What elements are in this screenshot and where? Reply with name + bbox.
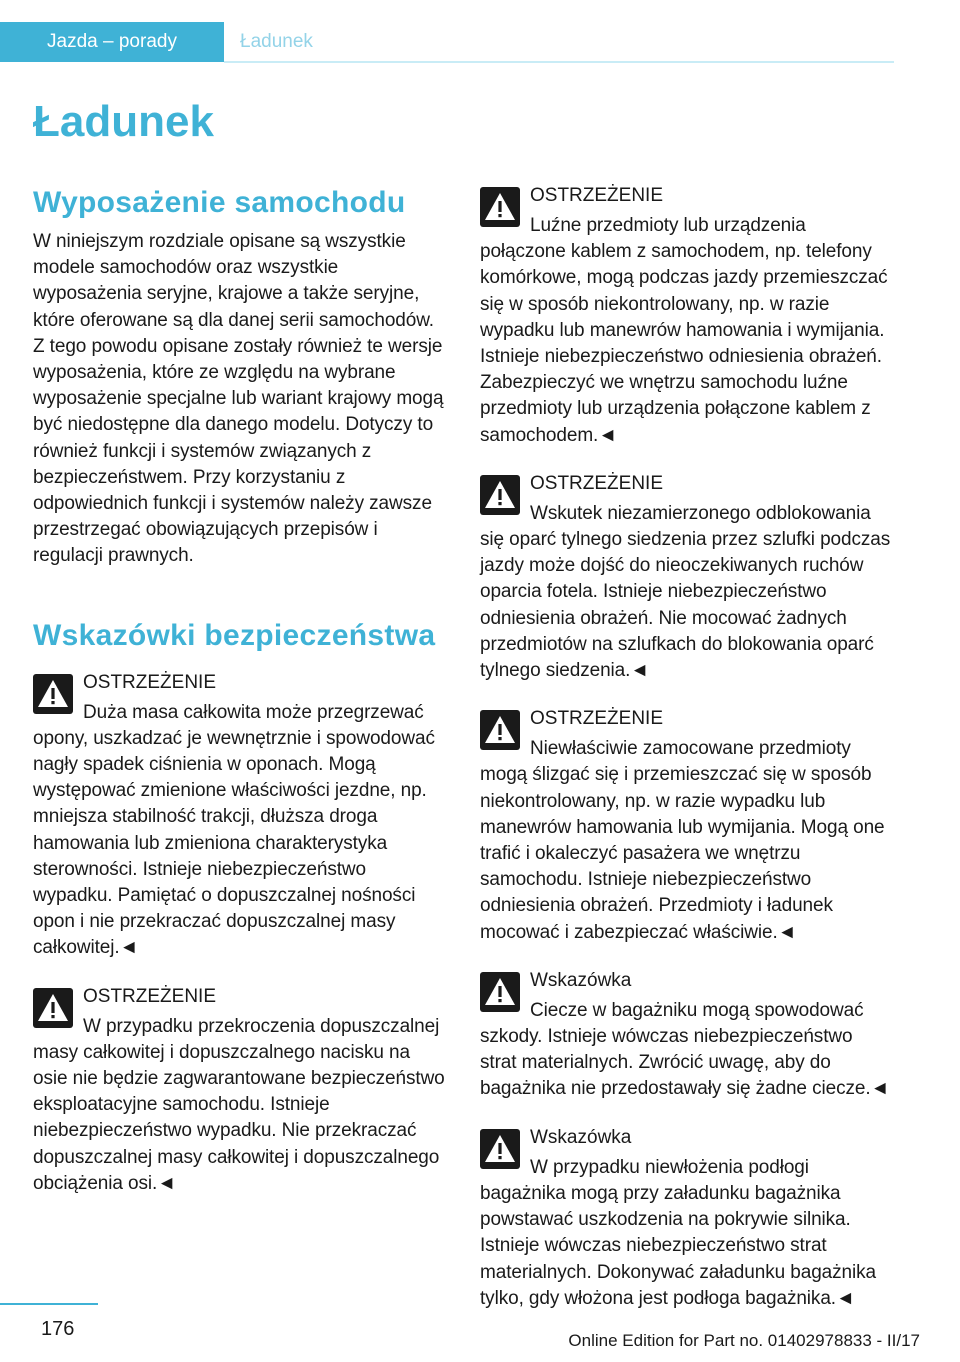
heading-equipment: Wyposażenie samochodu	[33, 186, 406, 219]
page-number: 176	[41, 1318, 75, 1340]
right-column	[480, 183, 894, 1312]
header-subsection-label: Ładunek	[240, 31, 313, 52]
note-text: Niewłaściwie zamocowane przedmioty mogą ślizgać się i przemieszczać się w sposób niekontrolowany, np. w razie wypadku lub manewrów hamowania lub wymijania. Mogą one trafić i okaleczyć pasażera we wnętrzu samochodu. Istnieje niebezpieczeństwo odniesienia obrażeń. Przedmioty i ładunek mocować i zabezpieczać właściwie.◄	[480, 738, 885, 943]
note-title: OSTRZEŻENIE	[83, 671, 217, 693]
intro-paragraph: W niniejszym rozdziale opisane są wszystkie modele samochodów oraz wszystkie wyposażenia seryjne, krajowe a także seryjne, które oferowane są dla danej serii samochodów. Z tego powodu opisane zostały również te wersje wyposażenia, które ze względu na wybrane wyposażenie specjalne lub wariant krajowy mogą być niedostępne dla danego modelu. Dotyczy to również funkcji i systemów związanych z bezpieczeństwem. Przy korzystaniu z odpowiednich funkcji i systemów należy zawsze przestrzegać obowiązujących przepisów i regulacji prawnych.	[33, 231, 444, 567]
note-title: OSTRZEŻENIE	[83, 985, 217, 1007]
note-title: Wskazówka	[530, 969, 632, 991]
header-section-tab[interactable]	[0, 22, 224, 62]
warning-note	[480, 706, 894, 946]
edition-note: Online Edition for Part no. 01402978833 - II/17	[568, 1331, 920, 1350]
warning-note	[33, 670, 449, 962]
left-column	[33, 183, 449, 1197]
note-text: W przypadku przekroczenia dopuszczalnej masy całkowitej i dopuszczalnego nacisku na osie nie będzie zagwarantowane bezpieczeństwo eksploatacyjne samochodu. Istnieje niebezpieczeństwo wypadku. Nie przekraczać dopuszczalnej masy całkowitej i dopuszczalnego obciążenia osi.◄	[33, 1015, 445, 1194]
header-rule	[224, 61, 894, 63]
note-title: OSTRZEŻENIE	[530, 472, 664, 494]
note-text: Ciecze w bagażniku mogą spowodować szkody. Istnieje wówczas niebezpieczeństwo strat materialnych. Zwrócić uwagę, aby do bagażnika nie przedostawały się żadne ciecze.◄	[480, 999, 890, 1100]
note-text: W przypadku niewłożenia podłogi bagażnika mogą przy załadunku bagażnika powstawać uszkodzenia na pokrywie silnika. Istnieje wówczas niebezpieczeństwo strat materialnych. Dokonywać załadunku bagażnika tylko, gdy włożona jest podłoga bagażnika.◄	[480, 1156, 876, 1309]
note-text: Duża masa całkowita może przegrzewać opony, uszkadzać je wewnętrznie i spowodować nagły spadek ciśnienia w oponach. Mogą występować zmienione właściwości jezdne, np. mniejsza stabilność trakcji, dłuższa droga hamowania lub zmieniona charakterystyka sterowności. Istnieje niebezpieczeństwo wypadku. Pamiętać o dopuszczalnej nośności opon i nie przekraczać dopuszczalnej masy całkowitej.◄	[33, 701, 435, 959]
running-header	[0, 22, 894, 62]
warning-note	[480, 183, 894, 449]
page-title: Ładunek	[33, 97, 214, 146]
warning-note	[33, 984, 449, 1197]
note-title: Wskazówka	[530, 1126, 632, 1148]
note-title: OSTRZEŻENIE	[530, 185, 664, 206]
note-title: OSTRZEŻENIE	[530, 708, 664, 730]
hint-note	[480, 1125, 894, 1312]
header-section-label: Jazda – porady	[47, 31, 177, 52]
note-text: Luźne przedmioty lub urządzenia połączone kablem z samochodem, np. telefony komórkowe, mogą podczas jazdy przemieszczać się w sposób niekontrolowany, np. w razie wypadku lub manewrów hamowania i wymijania. Istnieje niebezpieczeństwo odniesienia obrażeń. Zabezpieczyć we wnętrzu samochodu luźne przedmioty lub urządzenia połączone kablem z samochodem.◄	[480, 215, 888, 446]
header-subsection-tab[interactable]	[240, 22, 313, 62]
footer-rule	[0, 1303, 98, 1305]
hint-note	[480, 968, 894, 1103]
heading-safety: Wskazówki bezpieczeństwa	[33, 618, 436, 652]
warning-note	[480, 471, 894, 684]
note-text: Wskutek niezamierzonego odblokowania się oparć tylnego siedzenia przez szlufki podczas jazdy może dojść do nieoczekiwanych ruchów oparcia fotela. Istnieje niebezpieczeństwo odniesienia obrażeń. Nie mocować żadnych przedmiotów na szlufkach do blokowania oparć tylnego siedzenia.◄	[480, 502, 891, 682]
